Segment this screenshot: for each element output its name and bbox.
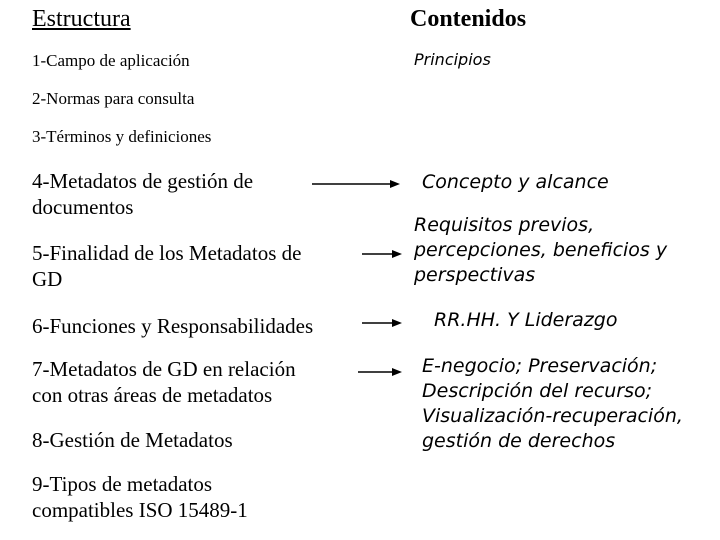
item-line: Requisitos previos, xyxy=(414,214,595,236)
estructura-item-7 xyxy=(32,356,296,408)
contenido-principios xyxy=(414,50,491,69)
item-line: RR.HH. Y Liderazgo xyxy=(434,309,618,331)
estructura-item-1 xyxy=(32,51,190,71)
estructura-item-3 xyxy=(32,127,211,147)
item-line: E-negocio; Preservación; xyxy=(422,355,658,377)
estructura-item-6 xyxy=(32,313,313,339)
item-line: Visualización-recuperación, xyxy=(422,405,683,427)
item-line: 7-Metadatos de GD en relación xyxy=(32,357,296,381)
contenido-rrhh-liderazgo xyxy=(434,308,617,333)
arrow-right-icon xyxy=(360,246,404,262)
item-line: 8-Gestión de Metadatos xyxy=(32,428,233,452)
item-line: 3-Términos y definiciones xyxy=(32,127,212,146)
item-line: 4-Metadatos de gestión de xyxy=(32,169,254,193)
item-line: compatibles ISO 15489-1 xyxy=(32,498,248,522)
item-line: percepciones, beneficios y xyxy=(414,239,668,261)
estructura-item-8 xyxy=(32,427,233,453)
item-line: 1-Campo de aplicación xyxy=(32,51,190,70)
item-line: Descripción del recurso; xyxy=(422,380,653,402)
estructura-header: Estructura xyxy=(32,6,131,32)
item-line: 2-Normas para consulta xyxy=(32,89,195,108)
item-line: GD xyxy=(32,267,63,291)
estructura-item-2 xyxy=(32,89,194,109)
arrow-right-icon xyxy=(360,315,404,331)
item-line: documentos xyxy=(32,195,134,219)
contenido-requisitos xyxy=(414,213,667,288)
item-line: perspectivas xyxy=(414,264,536,286)
item-line: con otras áreas de metadatos xyxy=(32,383,273,407)
item-line: Principios xyxy=(414,50,491,69)
estructura-item-5 xyxy=(32,240,301,292)
item-line: 6-Funciones y Responsabilidades xyxy=(32,314,314,338)
item-line: Concepto y alcance xyxy=(422,171,609,193)
estructura-item-9 xyxy=(32,471,248,523)
arrow-right-icon xyxy=(356,364,404,380)
contenidos-header: Contenidos xyxy=(410,6,527,32)
item-line: gestión de derechos xyxy=(422,430,616,452)
contenido-concepto-alcance xyxy=(422,170,609,195)
contenido-e-negocio xyxy=(422,354,683,454)
item-line: 9-Tipos de metadatos xyxy=(32,472,213,496)
estructura-item-4 xyxy=(32,168,253,220)
arrow-right-icon xyxy=(310,176,402,192)
item-line: 5-Finalidad de los Metadatos de xyxy=(32,241,302,265)
